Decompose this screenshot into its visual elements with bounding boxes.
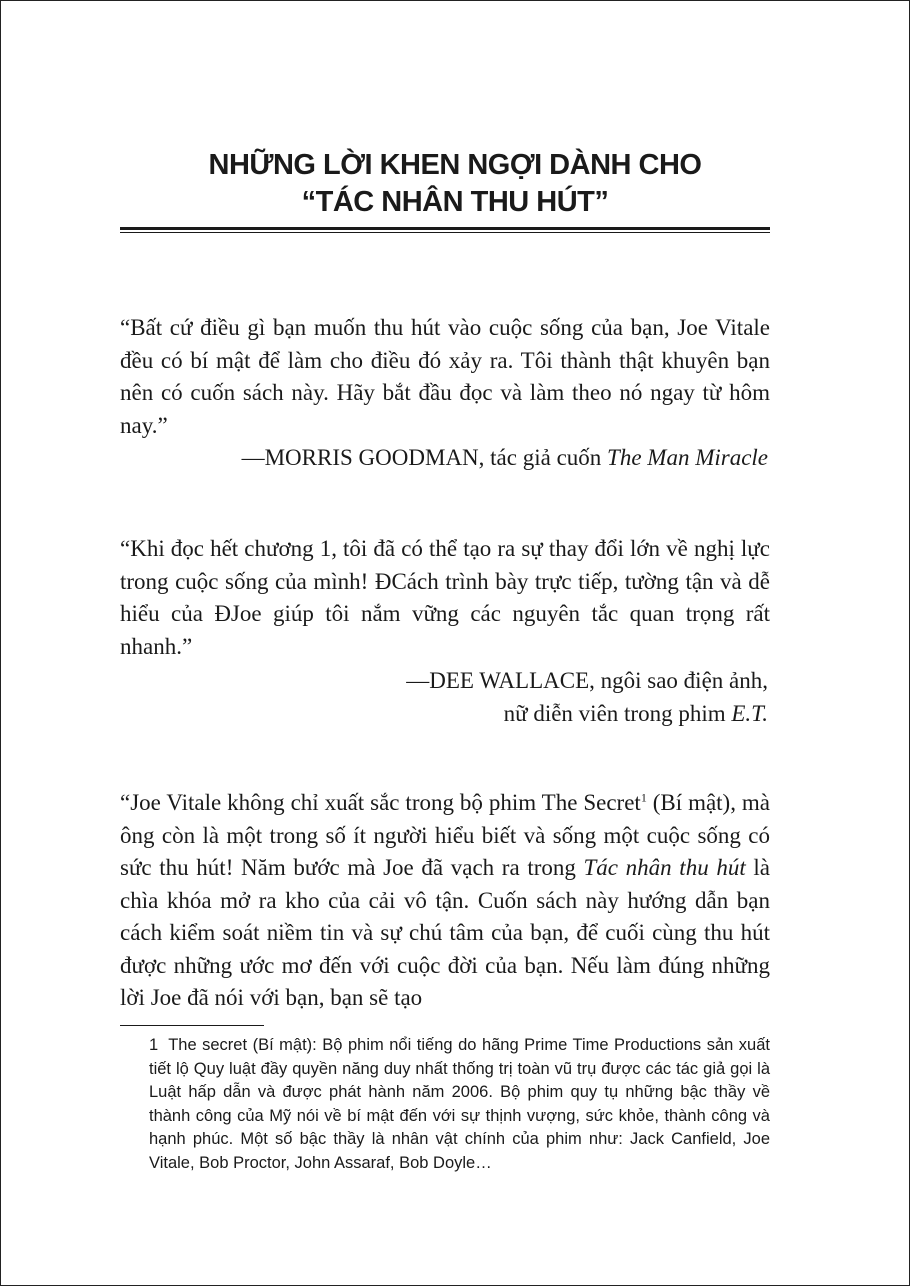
quote-3-book-title: Tác nhân thu hút [583,855,746,880]
footnote-number: 1 [149,1036,159,1054]
quote-2-text: “Khi đọc hết chương 1, tôi đã có thể tạo ra sự thay đổi lớn về nghị lực trong cuộc sống của mình! ĐCách trình bày trực tiếp, tường tận và dễ hiểu của ĐJoe giúp tôi nắm vững các nguyên tắc quan trọng rất nhanh.” [120,536,770,659]
quote-2-attribution-role: nữ diễn viên trong phim [503,700,732,726]
title-line-1: NHỮNG LỜI KHEN NGỢI DÀNH CHO [208,149,702,181]
quote-3-text-part-1: “Joe Vitale không chỉ xuất sắc trong bộ phim The Secret [120,790,641,815]
quote-3-text-part-2: (Bí mật), mà ông còn là một trong số ít người hiểu biết và sống một cuộc sống có sức thu hút! Năm bước mà Joe đã vạch ra trong [120,790,770,880]
quote-2-attribution [406,665,768,730]
title-line-2: “TÁC NHÂN THU HÚT” [301,186,609,218]
quote-1-attribution [242,442,768,475]
quote-1-text: “Bất cứ điều gì bạn muốn thu hút vào cuộc sống của bạn, Joe Vitale đều có bí mật để làm cho điều đó xảy ra. Tôi thành thật khuyên bạn nên có cuốn sách này. Hãy bắt đầu đọc và làm theo nó ngay từ hôm nay.” [120,315,770,438]
quote-2-attribution-film: E.T. [731,700,768,726]
quote-3-text [120,787,770,1015]
footnote [149,1034,770,1175]
page-title [1,147,909,221]
quote-1-attribution-author: —MORRIS GOODMAN, tác giả cuốn [241,445,608,470]
quote-2-attribution-line-1: —DEE WALLACE, ngôi sao điện ảnh, [406,668,768,693]
quote-3-text-part-3: là chìa khóa mở ra kho của cải vô tận. Cuốn sách này hướng dẫn bạn cách kiểm soát niềm tin và sự chú tâm của bạn, để cuối cùng thu hút được những ước mơ đến với cuộc đời của bạn. Nếu làm đúng những lời Joe đã nói với bạn, bạn sẽ tạo [120,855,770,1010]
quote-2-attribution-line-2 [406,698,768,731]
footnote-text: The secret (Bí mật): Bộ phim nổi tiếng do hãng Prime Time Productions sản xuất tiết lộ Quy luật đầy quyền năng duy nhất thống trị toàn vũ trụ được các tác giả gọi là Luật hấp dẫn và được phát hành năm 2006. Bộ phim quy tụ những bậc thầy về thành công của Mỹ nói về bí mật đến với sự thịnh vượng, sức khỏe, thành công và hạnh phúc. Một số bậc thầy là nhân vật chính của phim như: Jack Canfield, Joe Vitale, Bob Proctor, John Assaraf, Bob Doyle… [149,1036,770,1172]
footnote-ref[interactable]: 1 [640,790,647,805]
footnote-divider [120,1025,264,1026]
title-divider [120,227,770,233]
quote-1-attribution-title: The Man Miracle [607,445,768,470]
